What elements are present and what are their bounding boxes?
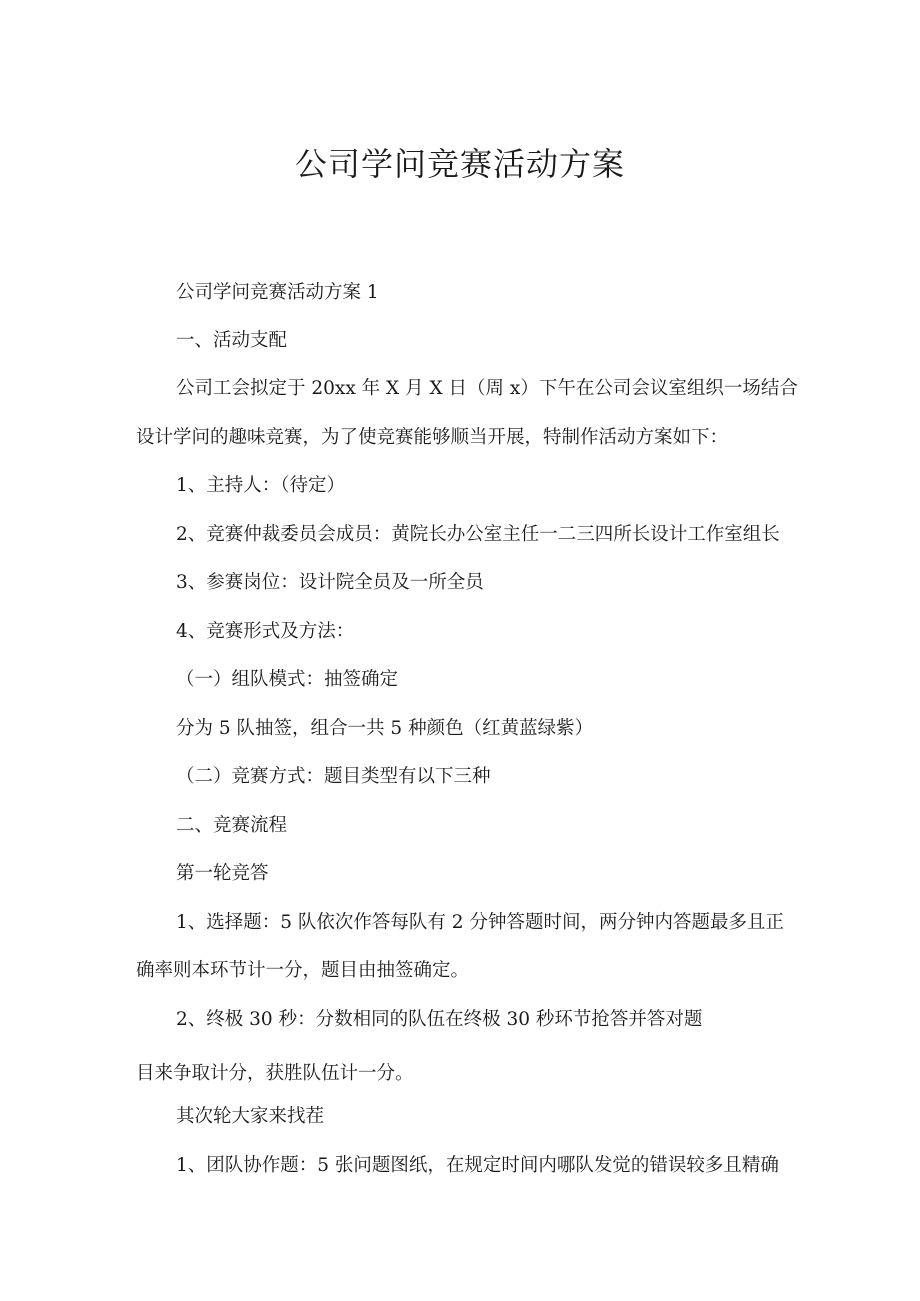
document-title: 公司学问竞赛活动方案: [294, 145, 625, 183]
paragraph: （二）竞赛方式：题目类型有以下三种: [176, 766, 491, 787]
list-item: 2、竞赛仲裁委员会成员：黄院长办公室主任一二三四所长设计工作室组长: [176, 524, 780, 545]
paragraph: （一）组队模式：抽签确定: [176, 669, 399, 690]
paragraph: 设计学问的趣味竞赛，为了使竞赛能够顺当开展，特制作活动方案如下：: [136, 427, 729, 448]
subsection-heading: 其次轮大家来找茬: [176, 1106, 325, 1127]
paragraph: 目来争取计分，获胜队伍计一分。: [136, 1063, 414, 1084]
section-heading: 公司学问竞赛活动方案 1: [176, 282, 379, 303]
paragraph: 确率则本环节计一分，题目由抽签确定。: [136, 960, 470, 981]
list-item: 1、团队协作题：5 张问题图纸，在规定时间内哪队发觉的错误较多且精确: [176, 1155, 779, 1176]
list-item: 2、终极 30 秒：分数相同的队伍在终极 30 秒环节抢答并答对题: [176, 1009, 703, 1030]
list-item: 1、主持人：（待定）: [176, 475, 346, 496]
paragraph: 分为 5 队抽签，组合一共 5 种颜色（红黄蓝绿紫）: [176, 718, 594, 739]
list-item: 3、参赛岗位：设计院全员及一所全员: [176, 572, 484, 593]
list-item: 1、选择题：5 队依次作答每队有 2 分钟答题时间，两分钟内答题最多且正: [176, 912, 784, 933]
section-heading: 二、竞赛流程: [176, 815, 288, 836]
list-item: 4、竞赛形式及方法：: [176, 621, 355, 642]
paragraph: 公司工会拟定于 20xx 年 X 月 X 日（周 x）下午在公司会议室组织一场结合: [176, 378, 798, 399]
section-heading: 一、活动支配: [176, 330, 288, 351]
subsection-heading: 第一轮竞答: [176, 863, 269, 884]
